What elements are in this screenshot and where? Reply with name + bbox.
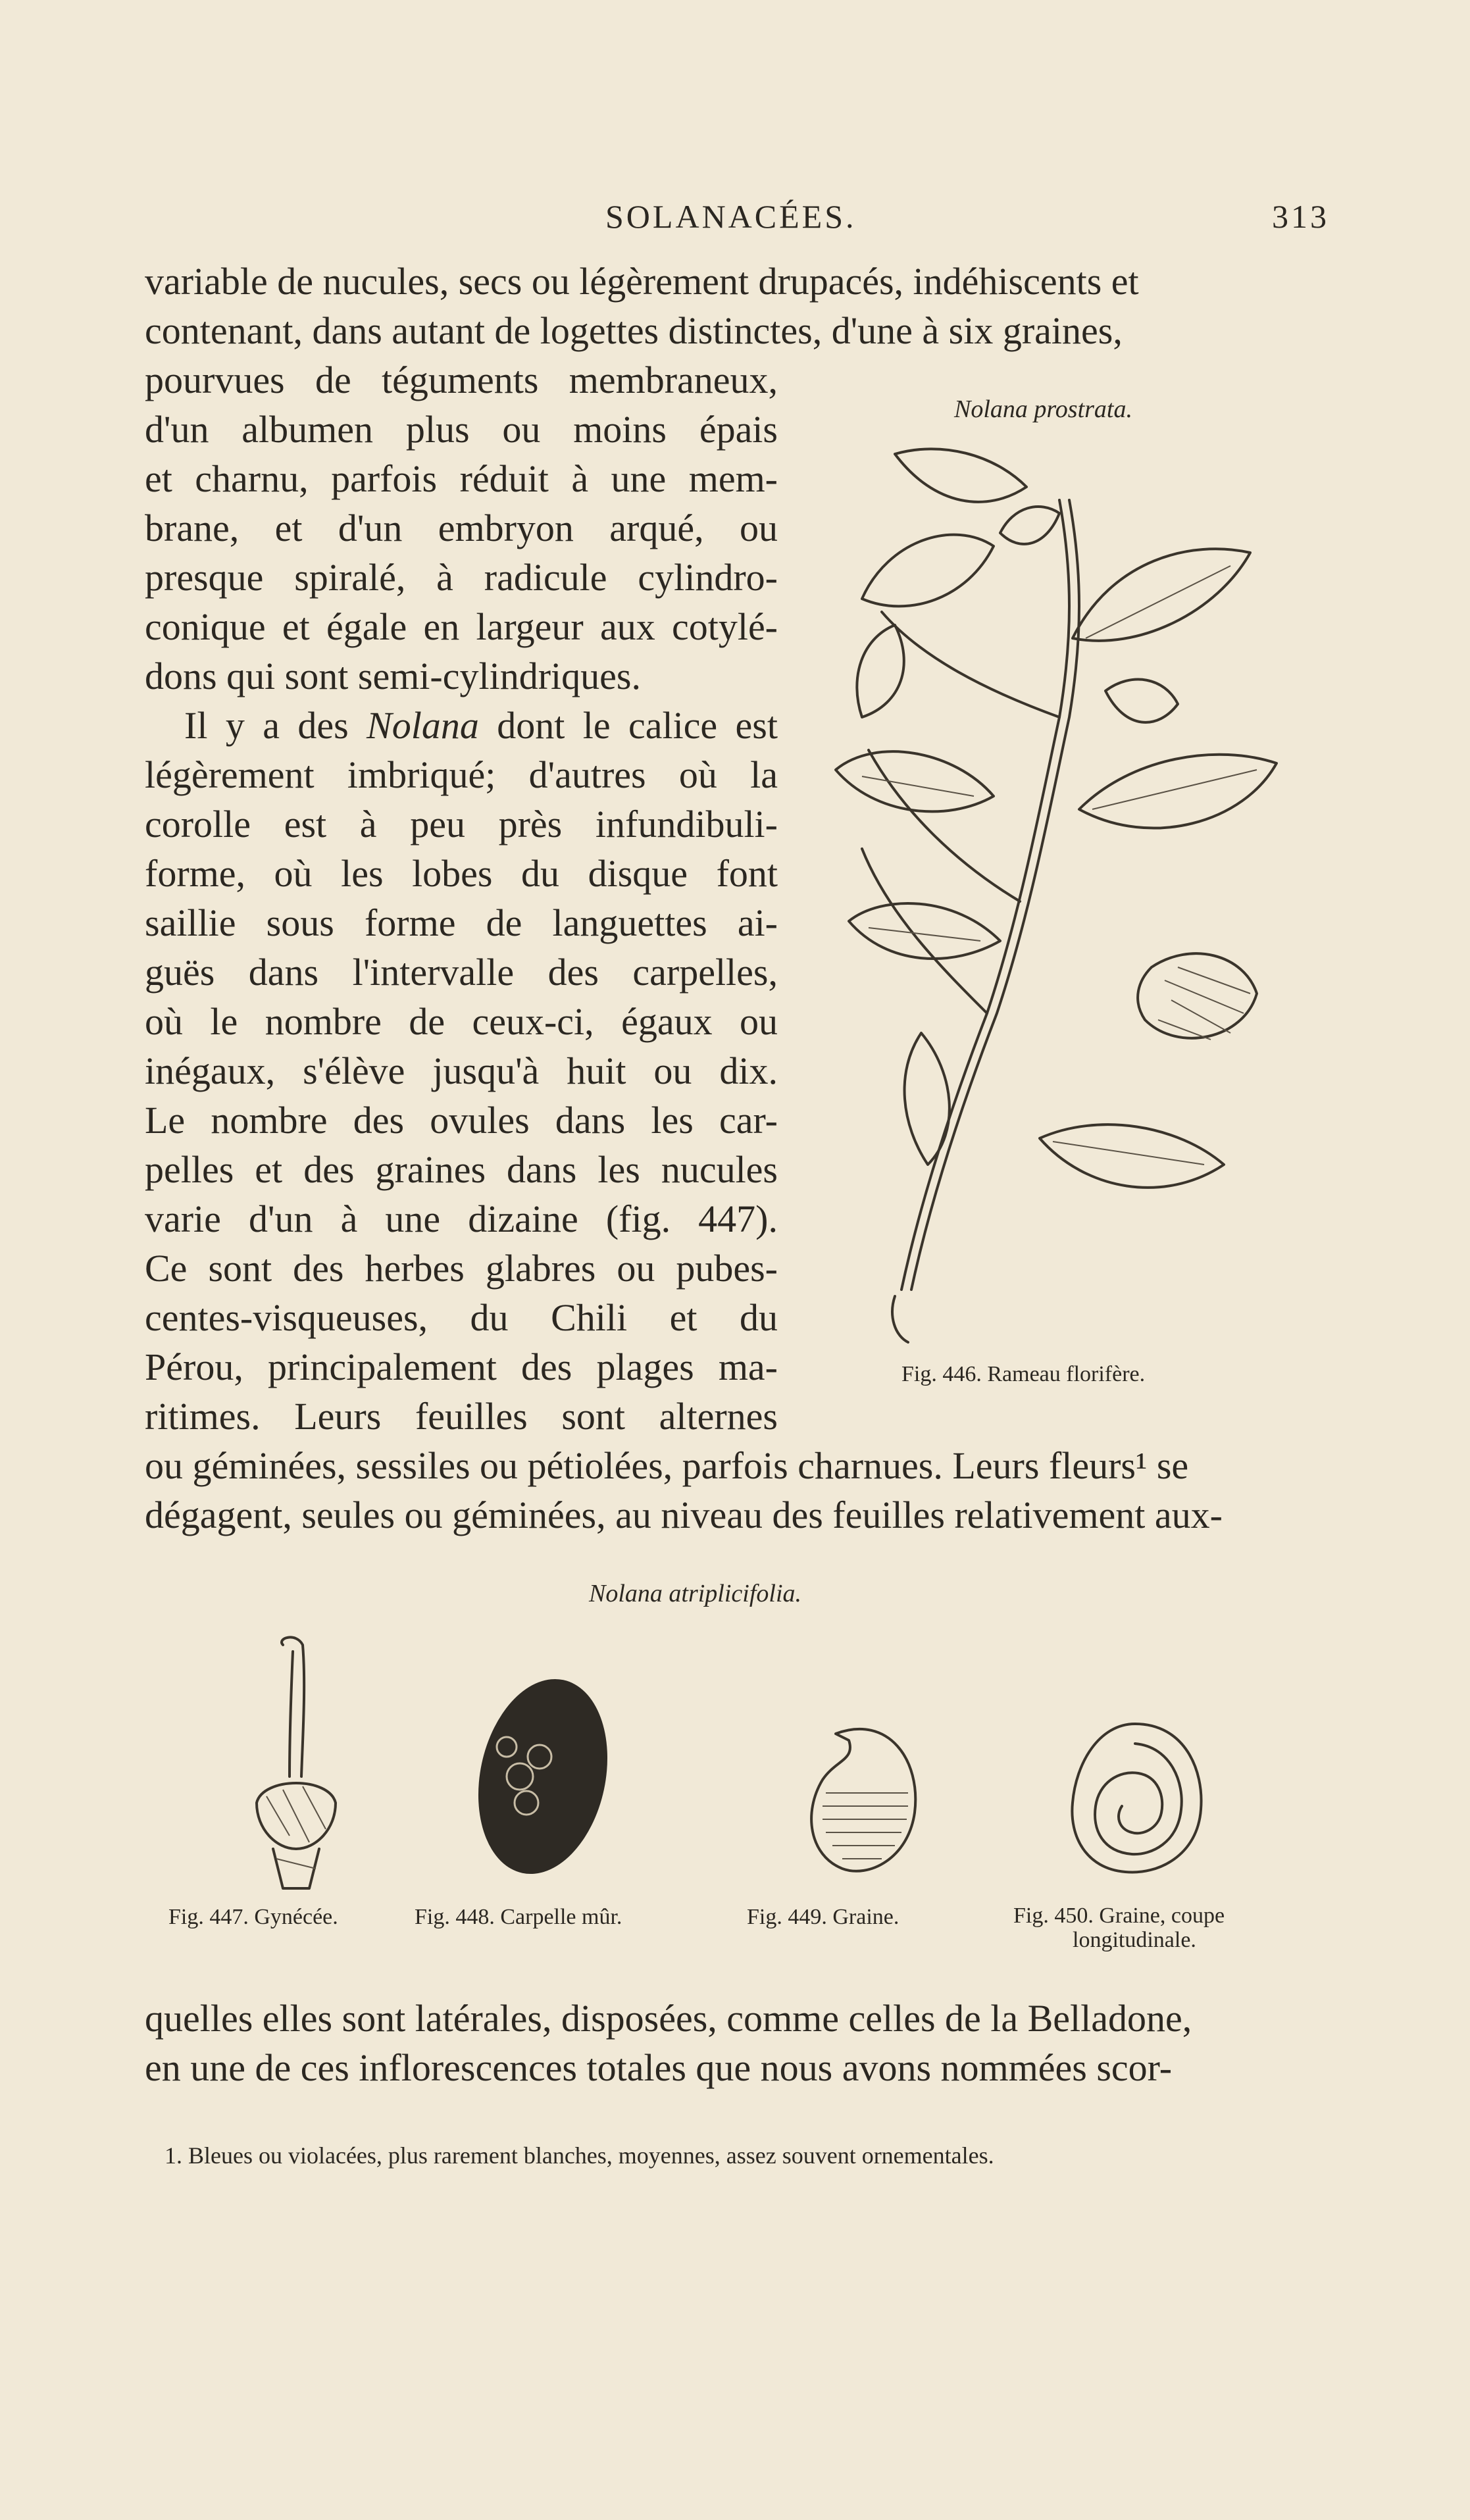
- running-head: [145, 197, 1329, 250]
- figure-447-caption: Fig. 447. Gynécée.: [168, 1905, 338, 1929]
- text-line: pourvues de téguments membraneux,: [145, 359, 778, 401]
- figure-446-species: Nolana prostrata.: [954, 395, 1132, 423]
- text-line: ou géminées, sessiles ou pétiolées, parfois charnues. Leurs fleurs¹ se: [145, 1444, 1189, 1487]
- figure-450-seed-section-illustration: [1059, 1711, 1211, 1882]
- figure-447-gynoecium-illustration: [237, 1632, 355, 1895]
- figure-449-caption: Fig. 449. Graine.: [747, 1905, 900, 1929]
- text-line: centes-visqueuses, du Chili et du: [145, 1296, 778, 1339]
- text-line: inégaux, s'élève jusqu'à huit ou dix.: [145, 1049, 778, 1092]
- text-line: guës dans l'intervalle des carpelles,: [145, 951, 778, 994]
- text-line: dégagent, seules ou géminées, au niveau des feuilles relativement aux-: [145, 1494, 1223, 1536]
- text-line: contenant, dans autant de logettes distinctes, d'une à six graines,: [145, 309, 1123, 352]
- text-line: conique et égale en largeur aux cotylé-: [145, 605, 778, 648]
- text-line: quelles elles sont latérales, disposées, comme celles de la Belladone,: [145, 1997, 1192, 2040]
- species-name: Nolana: [367, 704, 479, 747]
- figure-448-carpel-illustration: [467, 1671, 619, 1882]
- text-line: pelles et des graines dans les nucules: [145, 1148, 778, 1191]
- text-line: Il y a des Nolana dont le calice est: [184, 704, 778, 747]
- figure-450-caption-line2: longitudinale.: [1073, 1928, 1196, 1952]
- text-line: dons qui sont semi-cylindriques.: [145, 655, 641, 697]
- text-line: ritimes. Leurs feuilles sont alternes: [145, 1395, 778, 1438]
- text-line: brane, et d'un embryon arqué, ou: [145, 507, 778, 549]
- footnote: 1. Bleues ou violacées, plus rarement blanches, moyennes, assez souvent ornementales.: [165, 2142, 994, 2169]
- text-line: où le nombre de ceux-ci, égaux ou: [145, 1000, 778, 1043]
- page-number: 313: [1272, 198, 1329, 235]
- text-line: saillie sous forme de languettes ai-: [145, 901, 778, 944]
- text-line: Pérou, principalement des plages ma-: [145, 1346, 778, 1388]
- figure-row-species: Nolana atriplicifolia.: [589, 1580, 802, 1607]
- text-line: Ce sont des herbes glabres ou pubes-: [145, 1247, 778, 1290]
- text-line: corolle est à peu près infundibuli-: [145, 803, 778, 845]
- text-line: Le nombre des ovules dans les car-: [145, 1099, 778, 1142]
- figure-446-caption: Fig. 446. Rameau florifère.: [901, 1362, 1146, 1386]
- running-head-title: SOLANACÉES.: [605, 198, 857, 235]
- text-line: légèrement imbriqué; d'autres où la: [145, 753, 778, 796]
- figure-449-seed-illustration: [796, 1714, 928, 1885]
- figure-448-caption: Fig. 448. Carpelle mûr.: [415, 1905, 622, 1929]
- figure-450-caption-line1: Fig. 450. Graine, coupe: [1013, 1903, 1225, 1928]
- text-line: varie d'un à une dizaine (fig. 447).: [145, 1197, 778, 1240]
- text-line: en une de ces inflorescences totales que nous avons nommées scor-: [145, 2046, 1173, 2089]
- text-line: et charnu, parfois réduit à une mem-: [145, 457, 778, 500]
- text-line: presque spiralé, à radicule cylindro-: [145, 556, 778, 599]
- text-line: forme, où les lobes du disque font: [145, 852, 778, 895]
- figure-446-plant-illustration: [823, 441, 1316, 1362]
- text-line: d'un albumen plus ou moins épais: [145, 408, 778, 451]
- text-line: variable de nucules, secs ou légèrement drupacés, indéhiscents et: [145, 260, 1139, 303]
